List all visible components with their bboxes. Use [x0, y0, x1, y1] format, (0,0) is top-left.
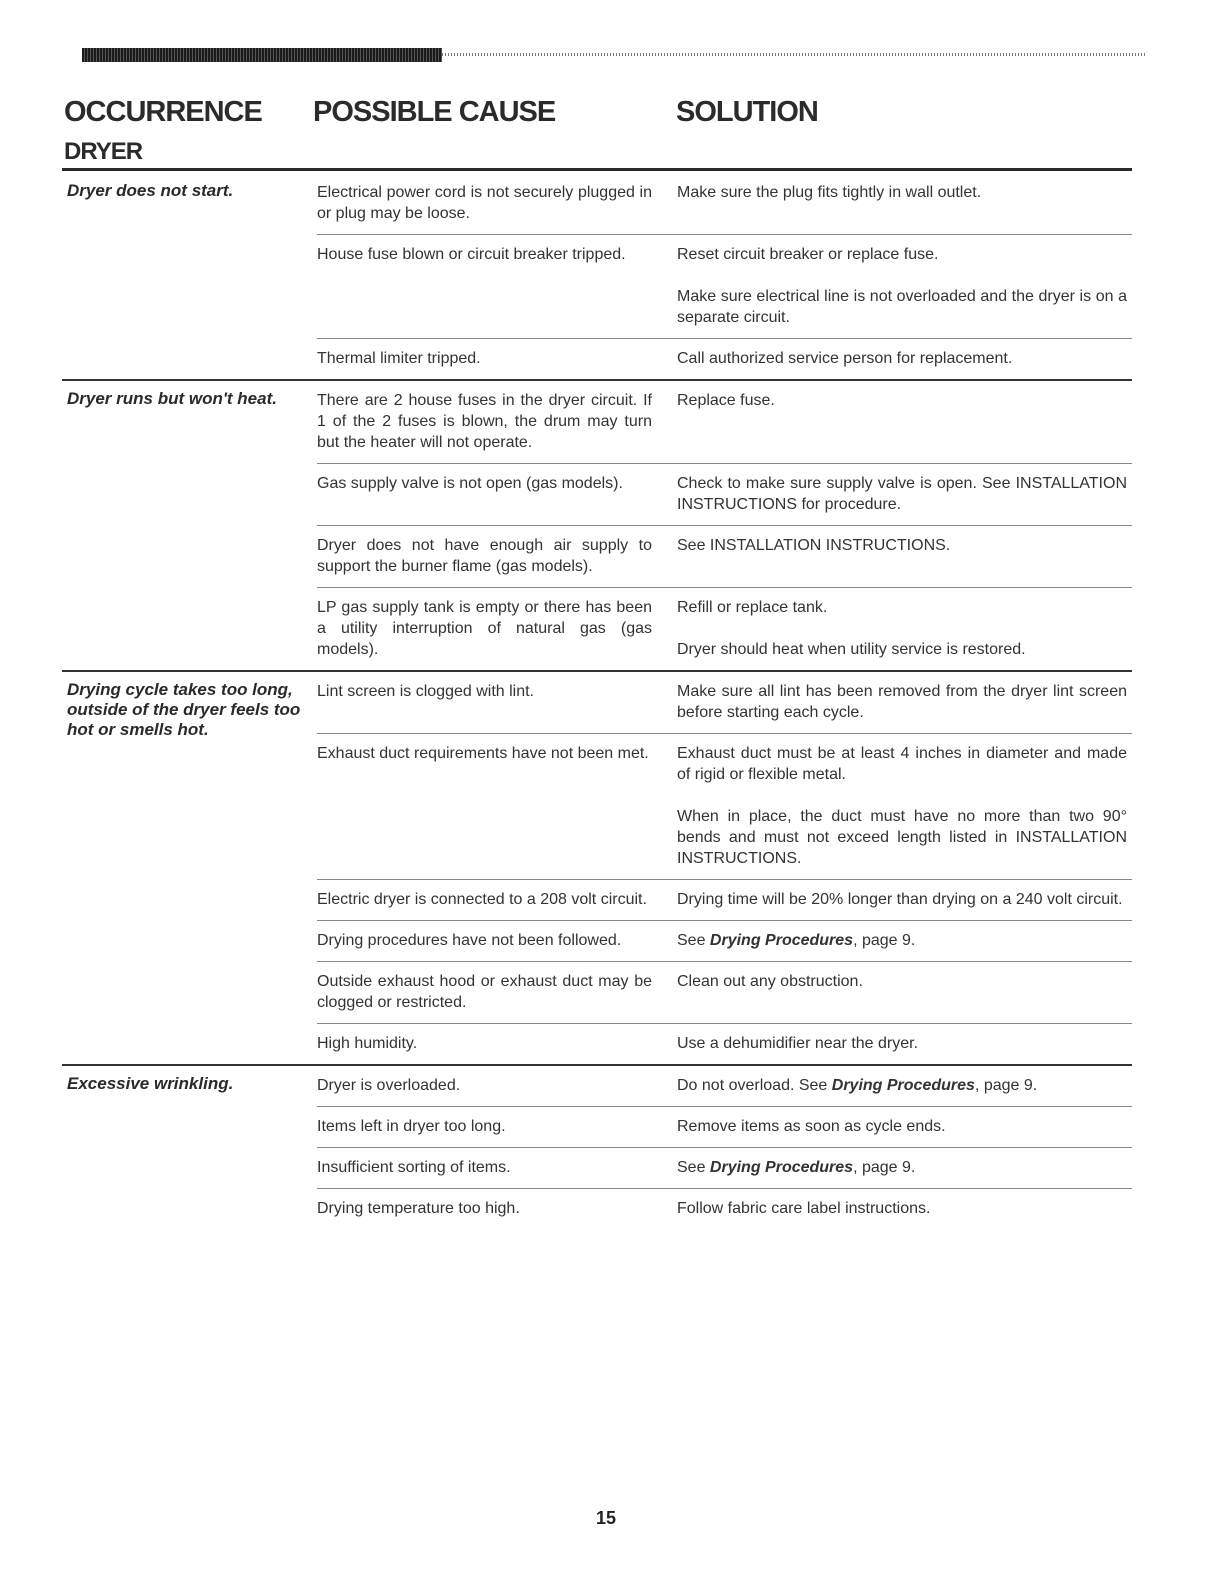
table-row [317, 1024, 1132, 1064]
cause-text: Thermal limiter tripped. [317, 350, 481, 367]
occurrence-label: Dryer runs but won't heat. [67, 389, 277, 408]
solution-text: Follow fabric care label instructions. [677, 1200, 931, 1217]
troubleshooting-table [62, 173, 1132, 1229]
occurrence-group [62, 381, 1132, 672]
table-row [317, 734, 1132, 880]
occurrence-heading: OCCURRENCE [64, 96, 262, 128]
solution-text: Make sure the plug fits tightly in wall outlet. [677, 184, 982, 201]
cause-text: Lint screen is clogged with lint. [317, 683, 534, 700]
solution-text: Reset circuit breaker or replace fuse. Make sure electrical line is not overloaded and the dryer is on a separate circuit. [677, 246, 1127, 326]
table-row [317, 921, 1132, 962]
table-row [317, 1189, 1132, 1229]
cause-text: Drying temperature too high. [317, 1200, 520, 1217]
table-row [317, 464, 1132, 526]
cause-text: Insufficient sorting of items. [317, 1159, 511, 1176]
table-row [317, 962, 1132, 1024]
cause-text: Outside exhaust hood or exhaust duct may be clogged or restricted. [317, 973, 652, 1011]
cause-text: House fuse blown or circuit breaker tripped. [317, 246, 626, 263]
table-row [317, 1107, 1132, 1148]
solution-text: Do not overload. See Drying Procedures, page 9. [677, 1077, 1038, 1094]
cause-text: Dryer does not have enough air supply to support the burner flame (gas models). [317, 537, 652, 575]
occurrence-label: Excessive wrinkling. [67, 1074, 234, 1093]
solution-text: Use a dehumidifier near the dryer. [677, 1035, 919, 1052]
cause-text: Drying procedures have not been followed. [317, 932, 622, 949]
solution-text: Check to make sure supply valve is open. See INSTALLATION INSTRUCTIONS for procedure. [677, 475, 1127, 513]
table-row [317, 1066, 1132, 1107]
table-row [317, 173, 1132, 235]
solution-text: Clean out any obstruction. [677, 973, 863, 990]
cause-text: Electric dryer is connected to a 208 volt circuit. [317, 891, 647, 908]
occurrence-label: Drying cycle takes too long, outside of the dryer feels too hot or smells hot. [67, 680, 301, 739]
solution-text: See Drying Procedures, page 9. [677, 932, 916, 949]
table-row [317, 880, 1132, 921]
solution-text: Exhaust duct must be at least 4 inches in diameter and made of rigid or flexible metal. When in place, the duct must have no more than two 90° bends and must not exceed length listed in INSTALLATION INSTRUCTIONS. [677, 745, 1127, 867]
occurrence-group [62, 173, 1132, 381]
solution-text: Replace fuse. [677, 392, 775, 409]
table-row [317, 235, 1132, 339]
table-row [317, 672, 1132, 734]
table-row [317, 1148, 1132, 1189]
drying-procedures-reference: Drying Procedures [709, 1159, 854, 1176]
page-number: 15 [595, 1508, 617, 1528]
table-row [317, 526, 1132, 588]
cause-text: Exhaust duct requirements have not been met. [317, 745, 649, 762]
cause-text: LP gas supply tank is empty or there has been a utility interruption of natural gas (gas models). [317, 599, 652, 658]
header-rule [62, 168, 1132, 171]
solution-text: Remove items as soon as cycle ends. [677, 1118, 946, 1135]
cause-text: High humidity. [317, 1035, 418, 1052]
solution-text: See INSTALLATION INSTRUCTIONS. [677, 537, 951, 554]
cause-text: Electrical power cord is not securely plugged in or plug may be loose. [317, 184, 652, 222]
header-decorative-bar [82, 48, 1145, 62]
solution-text: Refill or replace tank. Dryer should heat when utility service is restored. [677, 599, 1026, 658]
solution-heading: SOLUTION [676, 96, 818, 128]
solution-text: Make sure all lint has been removed from the dryer lint screen before starting each cycle. [677, 683, 1127, 721]
possible-cause-heading: POSSIBLE CAUSE [313, 96, 556, 128]
occurrence-label: Dryer does not start. [67, 181, 234, 200]
cause-text: Dryer is overloaded. [317, 1077, 461, 1094]
occurrence-group [62, 672, 1132, 1066]
table-row [317, 339, 1132, 379]
section-title: DRYER [64, 138, 143, 165]
table-row [317, 588, 1132, 670]
solution-text: Drying time will be 20% longer than drying on a 240 volt circuit. [677, 891, 1123, 908]
cause-text: There are 2 house fuses in the dryer circuit. If 1 of the 2 fuses is blown, the drum may turn but the heater will not operate. [317, 392, 652, 451]
drying-procedures-reference: Drying Procedures [709, 932, 854, 949]
cause-text: Items left in dryer too long. [317, 1118, 506, 1135]
solution-text: See Drying Procedures, page 9. [677, 1159, 916, 1176]
table-row [317, 381, 1132, 464]
drying-procedures-reference: Drying Procedures [831, 1077, 975, 1094]
cause-text: Gas supply valve is not open (gas models). [317, 475, 623, 492]
occurrence-group [62, 1066, 1132, 1229]
solution-text: Call authorized service person for replacement. [677, 350, 1013, 367]
